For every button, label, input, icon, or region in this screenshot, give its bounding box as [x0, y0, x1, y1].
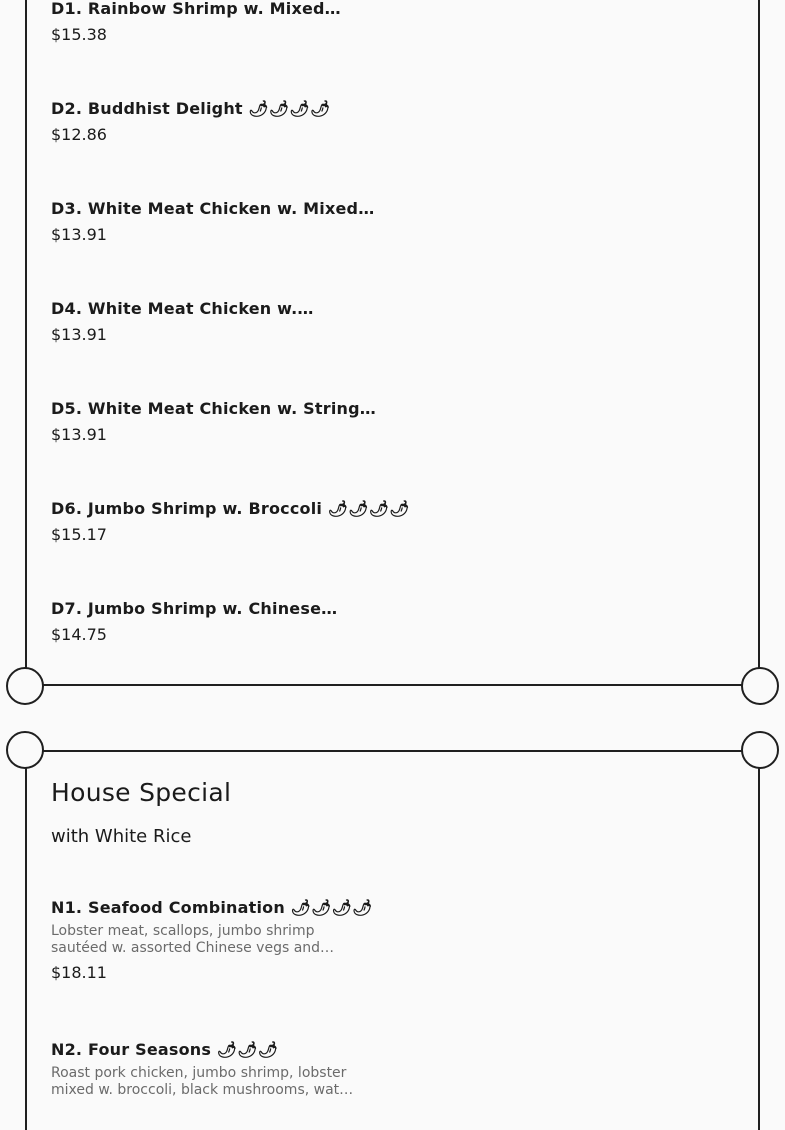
menu-item-price: $13.91 — [51, 225, 107, 244]
house-special-card — [25, 750, 760, 1130]
menu-item-price: $13.91 — [51, 325, 107, 344]
menu-item[interactable] — [51, 399, 376, 445]
menu-item-description-line: sautéed w. assorted Chinese vegs and… — [51, 940, 335, 956]
menu-item-description-line: Roast pork chicken, jumbo shrimp, lobster — [51, 1065, 347, 1081]
menu-item-price: $12.86 — [51, 125, 107, 144]
menu-item[interactable] — [51, 99, 371, 145]
menu-item-price: $14.75 — [51, 625, 107, 644]
menu-item-name: D1. Rainbow Shrimp w. Mixed… — [51, 0, 341, 18]
menu-item-name: D4. White Meat Chicken w.… — [51, 299, 314, 318]
card-corner-notch — [741, 731, 779, 769]
menu-item-name: D6. Jumbo Shrimp w. Broccoli 🌶🌶🌶🌶 — [51, 499, 410, 518]
menu-item[interactable] — [51, 0, 371, 45]
menu-item[interactable] — [51, 299, 371, 345]
menu-item-price: $18.11 — [51, 963, 107, 982]
menu-item-name: D2. Buddhist Delight 🌶🌶🌶🌶 — [51, 99, 331, 118]
section-title: House Special — [51, 778, 232, 807]
menu-item-description-line: mixed w. broccoli, black mushrooms, wat… — [51, 1082, 354, 1098]
section-subtitle: with White Rice — [51, 826, 192, 847]
menu-item-price: $15.38 — [51, 25, 107, 44]
menu-item-name: D7. Jumbo Shrimp w. Chinese… — [51, 599, 338, 618]
card-corner-notch — [6, 731, 44, 769]
card-corner-notch — [6, 667, 44, 705]
menu-section-card — [25, 0, 760, 686]
menu-item-name: D3. White Meat Chicken w. Mixed… — [51, 199, 375, 218]
menu-item[interactable] — [51, 898, 371, 983]
menu-item-name: N1. Seafood Combination 🌶🌶🌶🌶 — [51, 898, 373, 917]
card-corner-notch — [741, 667, 779, 705]
menu-item-description — [51, 923, 351, 957]
menu-item[interactable] — [51, 599, 371, 645]
menu-item[interactable] — [51, 499, 410, 545]
menu-item-description — [51, 1065, 354, 1099]
menu-item-price: $13.91 — [51, 425, 107, 444]
menu-item-description-line: Lobster meat, scallops, jumbo shrimp — [51, 923, 315, 939]
menu-item-name: D5. White Meat Chicken w. String… — [51, 399, 376, 418]
menu-item[interactable] — [51, 1040, 371, 1099]
menu-item-price: $15.17 — [51, 525, 107, 544]
menu-item-name: N2. Four Seasons 🌶🌶🌶 — [51, 1040, 279, 1059]
menu-item[interactable] — [51, 199, 375, 245]
